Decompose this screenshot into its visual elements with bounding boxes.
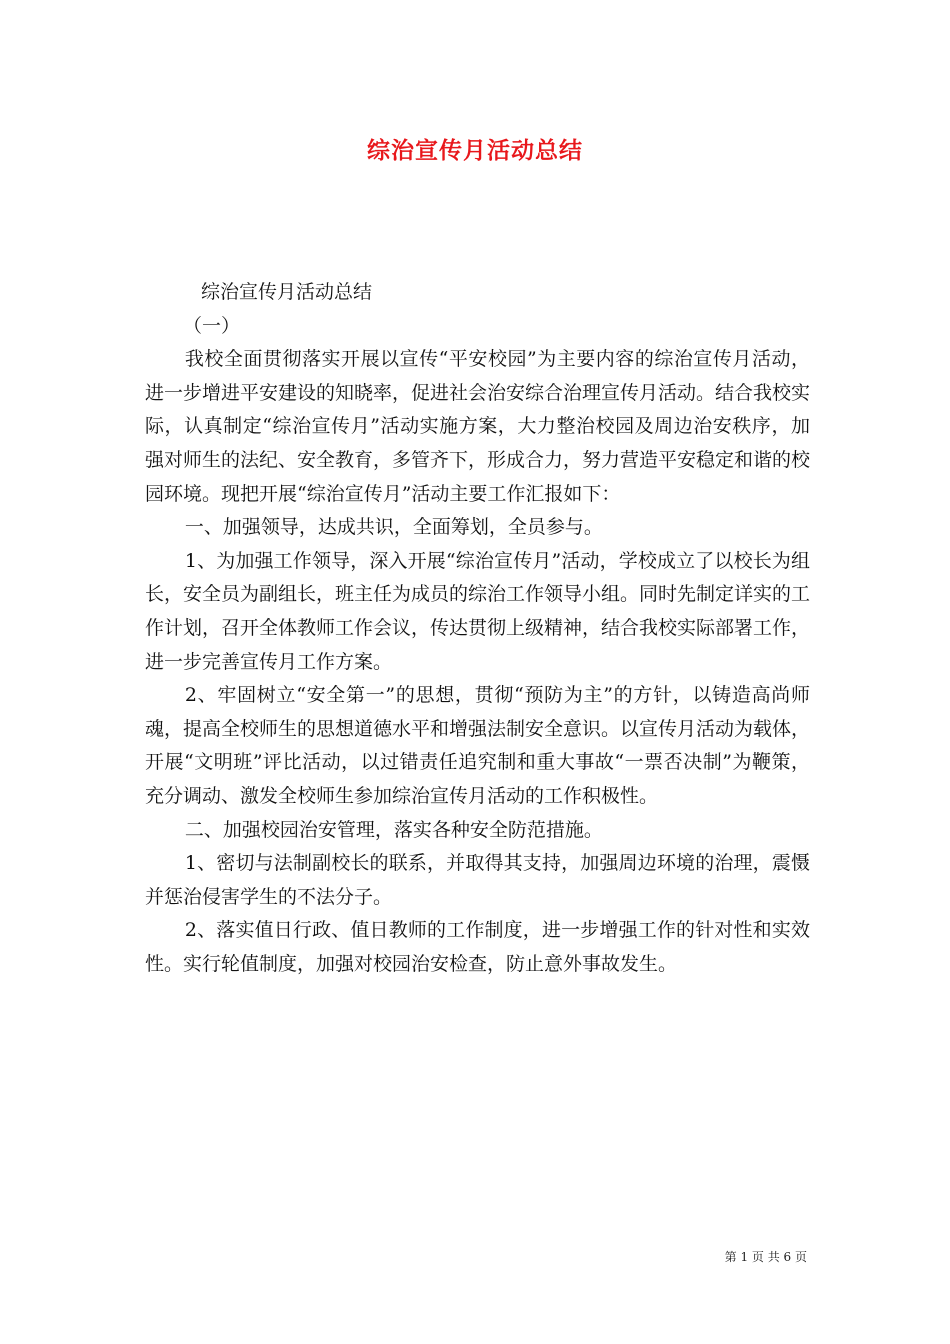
section-number: （一） <box>183 314 241 337</box>
paragraph-2-1: 1、密切与法制副校长的联系，并取得其支持，加强周边环境的治理，震慑并惩治侵害学生的不法分子。 <box>145 852 810 908</box>
document-subtitle: 综治宣传月活动总结 <box>201 281 373 303</box>
paragraph-1-1: 1、为加强工作领导，深入开展“综治宣传月”活动，学校成立了以校长为组长，安全员为副组长，班主任为成员的综治工作领导小组。同时先制定详实的工作计划，召开全体教师工作会议，传达贯彻上级精神，结合我校实际部署工作，进一步完善宣传月工作方案。 <box>145 549 811 673</box>
page-indicator: 第 1 页 共 6 页 <box>724 1250 807 1264</box>
document-body <box>145 276 810 981</box>
document-title: 综治宣传月活动总结 <box>367 137 583 164</box>
heading-section-1: 一、加强领导，达成共识，全面筹划，全员参与。 <box>184 516 603 539</box>
paragraph-intro: 我校全面贯彻落实开展以宣传“平安校园”为主要内容的综治宣传月活动，进一步增进平安建设的知晓率，促进社会治安综合治理宣传月活动。结合我校实际，认真制定“综治宣传月”活动实施方案，大力整治校园及周边治安秩序，加强对师生的法纪、安全教育，多管齐下，形成合力，努力营造平安稳定和谐的校园环境。现把开展“综治宣传月”活动主要工作汇报如下： <box>145 348 811 505</box>
heading-section-2: 二、加强校园治安管理，落实各种安全防范措施。 <box>184 818 603 841</box>
paragraph-2-2: 2、落实值日行政、值日教师的工作制度，进一步增强工作的针对性和实效性。实行轮值制度，加强对校园治安检查，防止意外事故发生。 <box>145 919 810 975</box>
paragraph-1-2: 2、牢固树立“安全第一”的思想，贯彻“预防为主”的方针，以铸造高尚师魂，提高全校师生的思想道德水平和增强法制安全意识。以宣传月活动为载体，开展“文明班”评比活动，以过错责任追究制和重大事故“一票否决制”为鞭策，充分调动、激发全校师生参加综治宣传月活动的工作积极性。 <box>145 684 811 807</box>
